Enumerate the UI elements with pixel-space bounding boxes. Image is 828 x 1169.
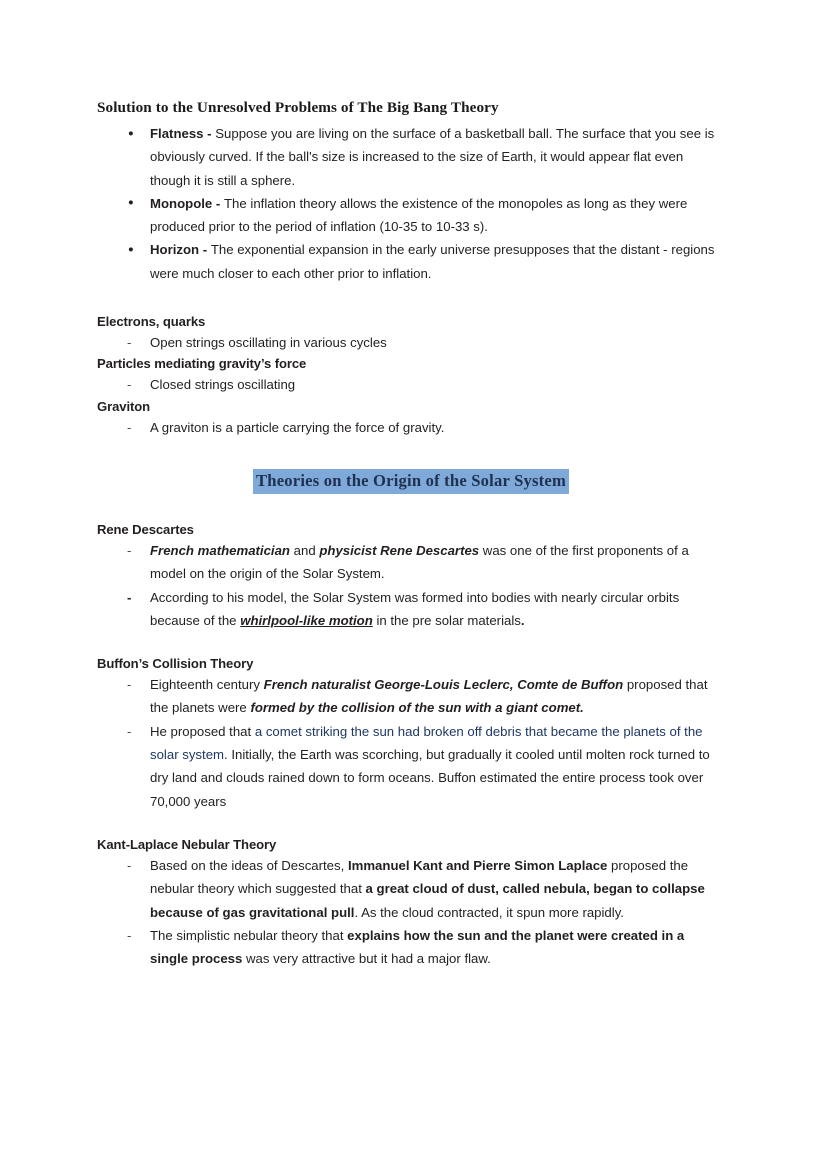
kant-laplace-list bbox=[97, 854, 725, 970]
list-item bbox=[97, 673, 725, 720]
list-item bbox=[97, 720, 725, 813]
text-run: proposed the nebular theory which suggested that bbox=[150, 857, 689, 897]
bullet-term: Flatness bbox=[150, 126, 204, 141]
list-item bbox=[97, 416, 725, 439]
document-content bbox=[97, 98, 725, 970]
page-title: Solution to the Unresolved Problems of The Big Bang Theory bbox=[97, 99, 499, 116]
list-item bbox=[97, 238, 725, 285]
text-run: Based on the ideas of Descartes, bbox=[150, 857, 348, 873]
list-item-text: Open strings oscillating in various cycles bbox=[150, 335, 387, 351]
bullet-text: The exponential expansion in the early universe presupposes that the distant - regions were much closer to each other prior to inflation. bbox=[150, 242, 715, 281]
bullet-term: Horizon bbox=[150, 242, 200, 258]
text-run: According to his model, the Solar System was formed into bodies with nearly circular orbits because of the bbox=[150, 589, 680, 628]
spacer bbox=[97, 632, 725, 654]
bullet-separator: - bbox=[199, 242, 211, 258]
graviton-list bbox=[97, 416, 725, 439]
bigbang-bullet-list bbox=[97, 122, 725, 285]
text-run-blue: a comet striking the sun had broken off debris that became the planets of the solar system bbox=[150, 723, 703, 763]
text-run: The simplistic nebular theory that bbox=[150, 927, 348, 943]
text-run: Eighteenth century bbox=[150, 677, 264, 693]
text-run: . As the cloud contracted, it spun more rapidly. bbox=[354, 904, 624, 920]
text-run-emphasis: whirlpool-like motion bbox=[240, 612, 373, 628]
spacer bbox=[97, 285, 725, 312]
list-item bbox=[97, 854, 725, 924]
text-run: French naturalist George-Louis Leclerc, Comte de Buffon bbox=[263, 677, 624, 693]
text-run: was one of the first proponents of a model on the origin of the Solar System. bbox=[150, 542, 689, 582]
list-item bbox=[97, 331, 725, 354]
text-run: was very attractive but it had a major flaw. bbox=[242, 951, 491, 967]
highlighted-section-title: Theories on the Origin of the Solar System bbox=[253, 469, 569, 494]
bullet-text: Suppose you are living on the surface of a basketball ball. The surface that you see is obviously curved. If the ball's size is increased to the size of Earth, it would appear flat even though it is still a sphere. bbox=[150, 126, 715, 188]
list-item bbox=[97, 539, 725, 586]
text-run: a great cloud of dust, called nebula, began to collapse because of gas gravitational pull bbox=[150, 881, 705, 920]
bullet-separator: - bbox=[212, 195, 224, 211]
list-item bbox=[97, 924, 725, 971]
text-run: formed by the collision of the sun with a giant comet. bbox=[250, 700, 584, 716]
section-heading-graviton: Graviton bbox=[97, 398, 151, 414]
bullet-text: The inflation theory allows the existence of the monopoles as long as they were produced prior to the period of inflation (10-35 to 10-33 s). bbox=[150, 195, 688, 235]
text-run: in the pre solar materials bbox=[372, 612, 521, 628]
list-item-text: Closed strings oscillating bbox=[150, 377, 296, 393]
bullet-term: Monopole bbox=[150, 195, 213, 211]
text-run: Immanuel Kant and Pierre Simon Laplace bbox=[347, 857, 608, 873]
section-heading-particles-gravity: Particles mediating gravity’s force bbox=[97, 356, 307, 372]
bullet-separator: - bbox=[203, 126, 216, 141]
text-run: He proposed that bbox=[150, 723, 255, 739]
text-run: French mathematician bbox=[150, 542, 290, 558]
electrons-quarks-list bbox=[97, 331, 725, 354]
banner-container bbox=[97, 469, 725, 494]
text-run: . bbox=[520, 612, 525, 628]
text-run: physicist Rene Descartes bbox=[319, 542, 480, 558]
section-heading-rene-descartes: Rene Descartes bbox=[97, 521, 194, 537]
text-run: . Initially, the Earth was scorching, but gradually it cooled until molten rock turned to dry land and clouds rained down to form oceans. Buffon estimated the entire process took over 70,000 years bbox=[150, 747, 710, 809]
buffon-list bbox=[97, 673, 725, 813]
spacer bbox=[97, 813, 725, 835]
text-run: and bbox=[289, 542, 320, 558]
section-heading-electrons-quarks: Electrons, quarks bbox=[97, 314, 206, 330]
list-item bbox=[97, 122, 725, 192]
descartes-list bbox=[97, 539, 725, 632]
list-item bbox=[97, 192, 725, 239]
section-heading-buffon-collision-theory: Buffon’s Collision Theory bbox=[97, 656, 254, 672]
list-item bbox=[97, 373, 725, 396]
list-item-text: A graviton is a particle carrying the force of gravity. bbox=[150, 419, 445, 435]
text-run: explains how the sun and the planet were created in a single process bbox=[150, 927, 685, 967]
list-item bbox=[97, 586, 725, 633]
section-heading-kant-laplace-nebular-theory: Kant-Laplace Nebular Theory bbox=[97, 836, 277, 852]
text-run: proposed that the planets were bbox=[150, 677, 708, 716]
particles-gravity-list bbox=[97, 373, 725, 396]
